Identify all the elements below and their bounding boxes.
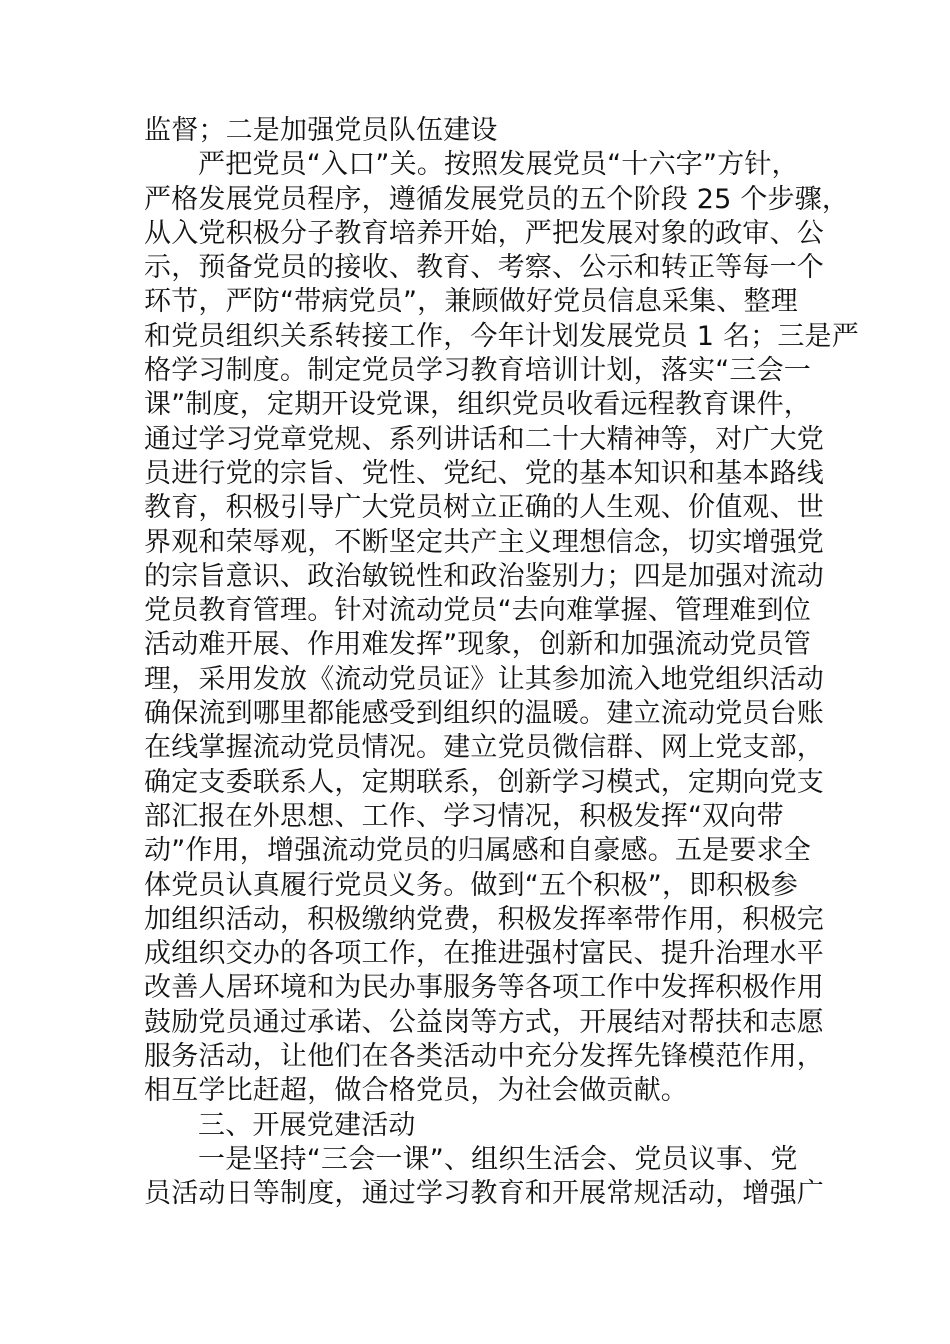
text-line: 确保流到哪里都能感受到组织的温暖。建立流动党员台账	[144, 698, 824, 730]
text-line: 课”制度，定期开设党课，组织党员收看远程教育课件，	[144, 389, 811, 421]
text-line: 通过学习党章党规、系列讲话和二十大精神等，对广大党	[144, 423, 824, 455]
body-text	[144, 114, 859, 1212]
text-line: 服务活动，让他们在各类活动中充分发挥先锋模范作用，	[144, 1041, 824, 1073]
paragraph-first-line: 严把党员“入口”关。按照发展党员“十六字”方针，	[198, 149, 799, 181]
text-line: 加组织活动，积极缴纳党费，积极发挥率带作用，积极完	[144, 903, 824, 935]
text-line: 相互学比赶超，做合格党员，为社会做贡献。	[144, 1075, 688, 1107]
section-heading: 三、开展党建活动	[198, 1109, 416, 1141]
text-line: 体党员认真履行党员义务。做到“五个积极”，即积极参	[144, 869, 798, 901]
text-line: 环节，严防“带病党员”，兼顾做好党员信息采集、整理	[144, 286, 798, 318]
text-line: 格学习制度。制定党员学习教育培训计划，落实“三会一	[144, 355, 811, 387]
text-line: 党员教育管理。针对流动党员“去向难掌握、管理难到位	[144, 595, 811, 627]
text-line: 员活动日等制度，通过学习教育和开展常规活动，增强广	[144, 1178, 824, 1210]
paragraph-first-line: 一是坚持“三会一课”、组织生活会、党员议事、党	[198, 1143, 798, 1175]
text-line: 和党员组织关系转接工作，今年计划发展党员 1 名；三是严	[144, 320, 859, 352]
text-line: 界观和荣辱观，不断坚定共产主义理想信念，切实增强党	[144, 526, 824, 558]
text-line: 确定支委联系人，定期联系，创新学习模式，定期向党支	[144, 766, 824, 798]
text-line: 动”作用，增强流动党员的归属感和自豪感。五是要求全	[144, 835, 811, 867]
text-line: 严格发展党员程序，遵循发展党员的五个阶段 25 个步骤，	[144, 183, 850, 215]
text-line: 员进行党的宗旨、党性、党纪、党的基本知识和基本路线	[144, 457, 824, 489]
text-line: 成组织交办的各项工作，在推进强村富民、提升治理水平	[144, 938, 824, 970]
text-line: 教育，积极引导广大党员树立正确的人生观、价值观、世	[144, 492, 824, 524]
text-line: 鼓励党员通过承诺、公益岗等方式，开展结对帮扶和志愿	[144, 1006, 824, 1038]
text-line: 理，采用发放《流动党员证》让其参加流入地党组织活动	[144, 663, 824, 695]
text-line: 在线掌握流动党员情况。建立党员微信群、网上党支部，	[144, 732, 824, 764]
text-line: 部汇报在外思想、工作、学习情况，积极发挥“双向带	[144, 800, 784, 832]
text-line: 从入党积极分子教育培养开始，严把发展对象的政审、公	[144, 217, 824, 249]
text-line: 示，预备党员的接收、教育、考察、公示和转正等每一个	[144, 252, 824, 284]
text-line: 活动难开展、作用难发挥”现象，创新和加强流动党员管	[144, 629, 811, 661]
text-line: 改善人居环境和为民办事服务等各项工作中发挥积极作用	[144, 972, 824, 1004]
text-line: 的宗旨意识、政治敏锐性和政治鉴别力；四是加强对流动	[144, 560, 824, 592]
text-line: 监督；二是加强党员队伍建设	[144, 115, 498, 146]
